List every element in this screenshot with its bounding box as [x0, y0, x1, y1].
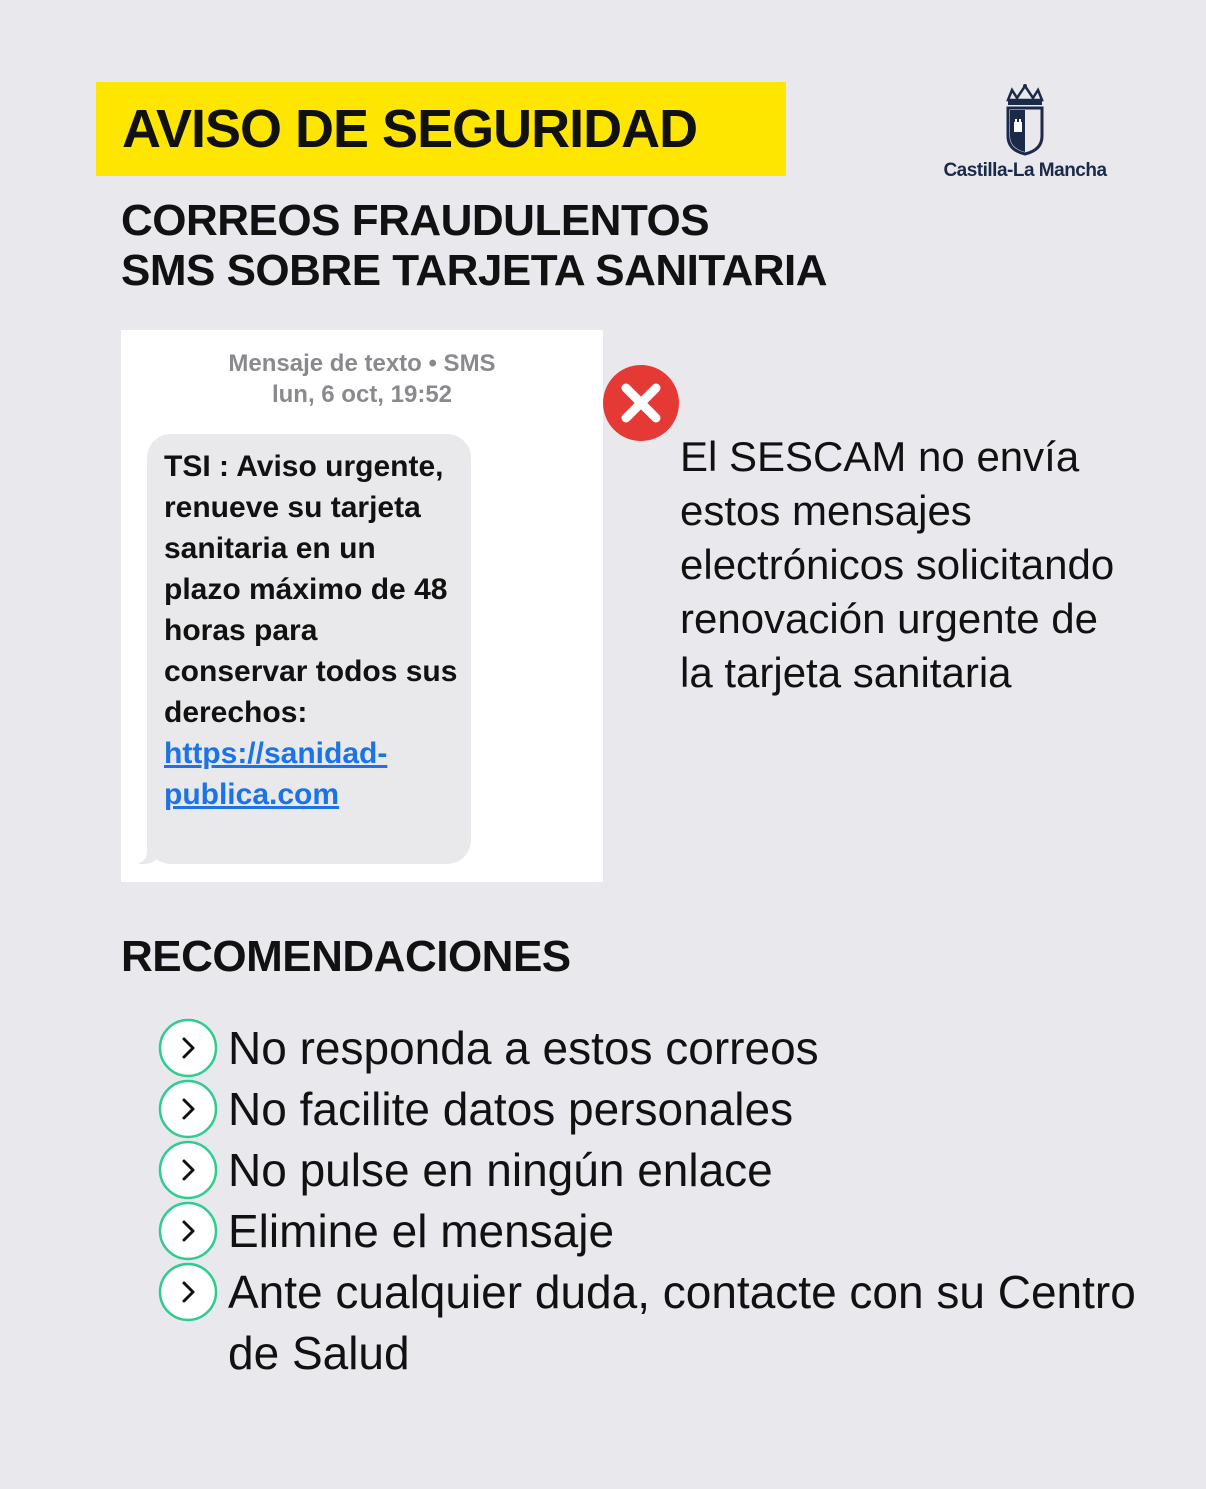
banner-title: AVISO DE SEGURIDAD: [122, 99, 698, 159]
chevron-right-icon: [158, 1079, 218, 1139]
recommendation-text: No facilite datos personales: [228, 1083, 794, 1135]
list-item: [158, 1018, 1158, 1079]
message-text: TSI : Aviso urgente, renueve su tarjeta sanitaria en un plazo máximo de 48 horas para conservar todos sus derechos:: [164, 450, 458, 729]
notice-text: El SESCAM no envía estos mensajes electrónicos solicitando renovación urgente de la tarjeta sanitaria: [680, 433, 1115, 696]
page-subtitle: [121, 196, 827, 296]
message-bubble: [147, 434, 471, 864]
sms-type: Mensaje de texto • SMS: [228, 350, 496, 377]
chevron-right-icon: [158, 1262, 218, 1322]
list-item: [158, 1201, 1158, 1262]
list-item: [158, 1079, 1158, 1140]
recommendation-text: No responda a estos correos: [228, 1022, 819, 1074]
recommendations-list: [158, 1018, 1158, 1384]
subtitle-line-1: CORREOS FRAUDULENTOS: [121, 196, 710, 245]
close-icon: [602, 364, 680, 442]
sms-timestamp: lun, 6 oct, 19:52: [271, 381, 453, 408]
recommendations-title: RECOMENDACIONES: [121, 932, 571, 981]
sms-header: [121, 348, 603, 410]
list-item: [158, 1262, 1158, 1384]
list-item: [158, 1140, 1158, 1201]
castilla-la-mancha-logo: [940, 84, 1110, 194]
logo-text: Castilla-La Mancha: [943, 160, 1107, 181]
fraud-link[interactable]: https://sanidad-publica.com: [164, 737, 388, 811]
recommendation-text: Ante cualquier duda, contacte con su Centro de Salud: [228, 1266, 1136, 1379]
subtitle-line-2: SMS SOBRE TARJETA SANITARIA: [121, 246, 828, 295]
crown-shield-icon: [1002, 84, 1048, 156]
chevron-right-icon: [158, 1018, 218, 1078]
sms-screenshot: [121, 330, 603, 882]
recommendation-text: No pulse en ningún enlace: [228, 1144, 773, 1196]
security-banner: [96, 82, 786, 176]
chevron-right-icon: [158, 1140, 218, 1200]
chevron-right-icon: [158, 1201, 218, 1261]
recommendation-text: Elimine el mensaje: [228, 1205, 615, 1257]
